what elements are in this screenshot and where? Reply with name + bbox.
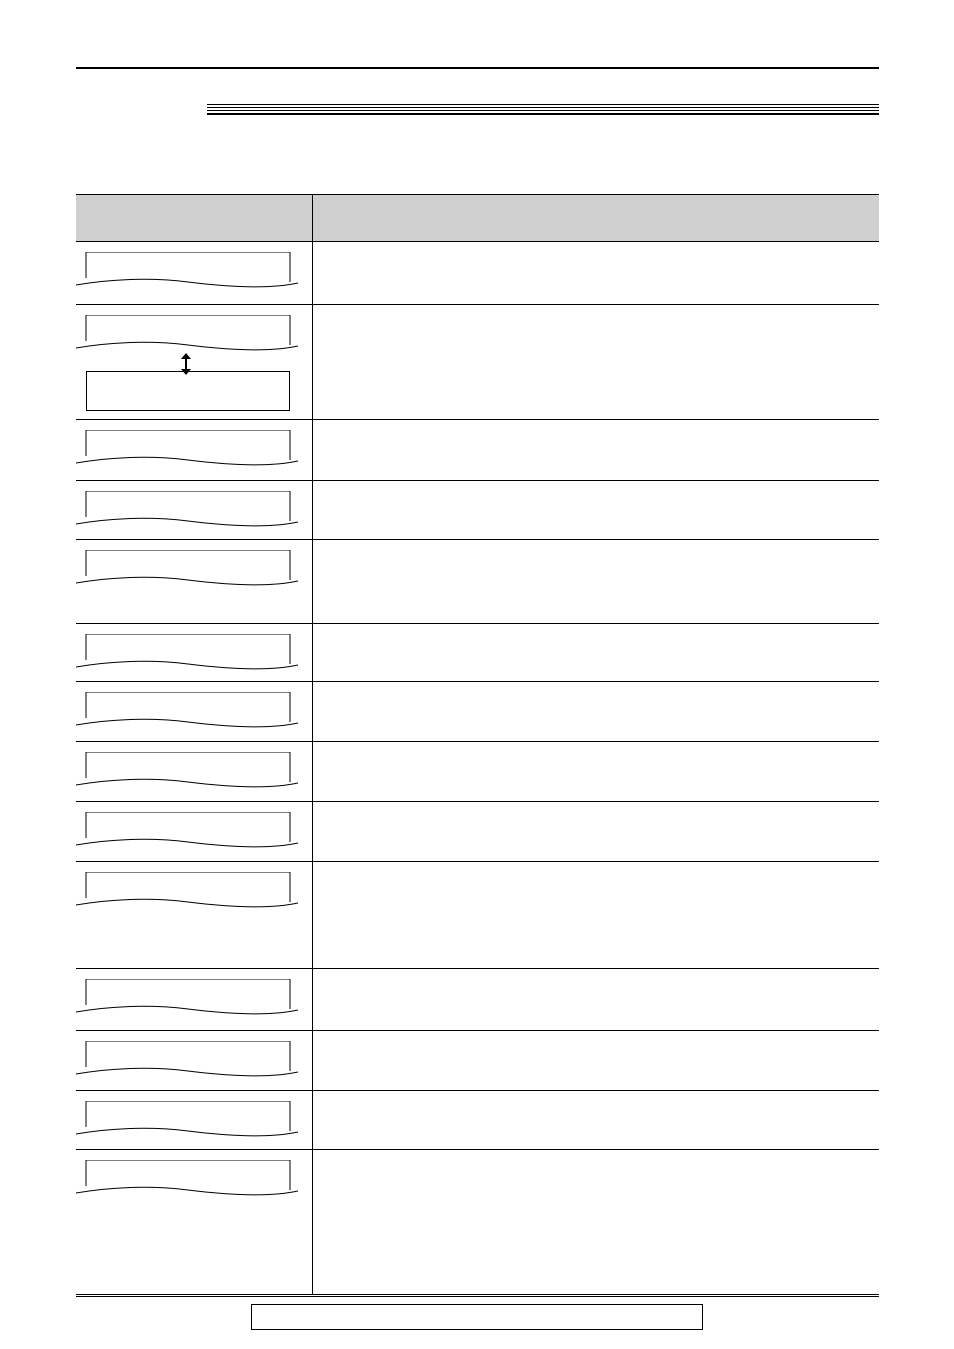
table-row	[76, 624, 879, 682]
display-cell	[76, 540, 313, 624]
message-table	[76, 194, 879, 1295]
cause-cell	[313, 969, 880, 1031]
lcd-display	[76, 752, 298, 792]
cause-cell	[313, 1150, 880, 1295]
bottom-rule	[76, 1296, 879, 1297]
lcd-display	[76, 979, 298, 1019]
display-cell	[76, 420, 313, 481]
lcd-display	[76, 252, 298, 292]
cause-cell	[313, 742, 880, 802]
lcd-display	[76, 812, 298, 852]
lcd-display	[76, 550, 298, 590]
cause-cell	[313, 682, 880, 742]
cause-cell	[313, 242, 880, 305]
lcd-display	[76, 1041, 298, 1081]
table-row	[76, 1091, 879, 1150]
cause-cell	[313, 420, 880, 481]
display-cell	[76, 802, 313, 862]
display-cell	[76, 969, 313, 1031]
header-cause	[313, 195, 880, 242]
table-row	[76, 481, 879, 540]
display-cell	[76, 624, 313, 682]
table-row	[76, 305, 879, 420]
display-cell	[76, 1091, 313, 1150]
cause-cell	[313, 862, 880, 969]
table-row	[76, 420, 879, 481]
table-row	[76, 969, 879, 1031]
cause-cell	[313, 1091, 880, 1150]
table-row	[76, 742, 879, 802]
table-row	[76, 242, 879, 305]
lcd-display	[76, 315, 298, 355]
lcd-display-alt	[86, 371, 290, 411]
table-row	[76, 862, 879, 969]
lcd-display	[76, 1101, 298, 1141]
display-cell	[76, 242, 313, 305]
display-cell	[76, 862, 313, 969]
display-cell	[76, 305, 313, 420]
lcd-display	[76, 872, 298, 912]
lcd-display	[76, 430, 298, 470]
display-cell	[76, 481, 313, 540]
cause-cell	[313, 481, 880, 540]
cause-cell	[313, 540, 880, 624]
lcd-display	[76, 692, 298, 732]
cause-cell	[313, 802, 880, 862]
lcd-display	[76, 634, 298, 674]
cause-cell	[313, 1031, 880, 1091]
lcd-display	[76, 491, 298, 531]
table-row	[76, 802, 879, 862]
table-row	[76, 1031, 879, 1091]
top-rule	[76, 67, 879, 69]
display-cell	[76, 742, 313, 802]
table-row	[76, 682, 879, 742]
header-display	[76, 195, 313, 242]
lcd-display	[76, 1160, 298, 1200]
table-row	[76, 540, 879, 624]
display-cell	[76, 682, 313, 742]
title-underline	[207, 104, 879, 115]
cause-cell	[313, 624, 880, 682]
table-row	[76, 1150, 879, 1295]
display-cell	[76, 1150, 313, 1295]
footer-box	[251, 1304, 703, 1330]
display-cell	[76, 1031, 313, 1091]
cause-cell	[313, 305, 880, 420]
table-header-row	[76, 195, 879, 242]
